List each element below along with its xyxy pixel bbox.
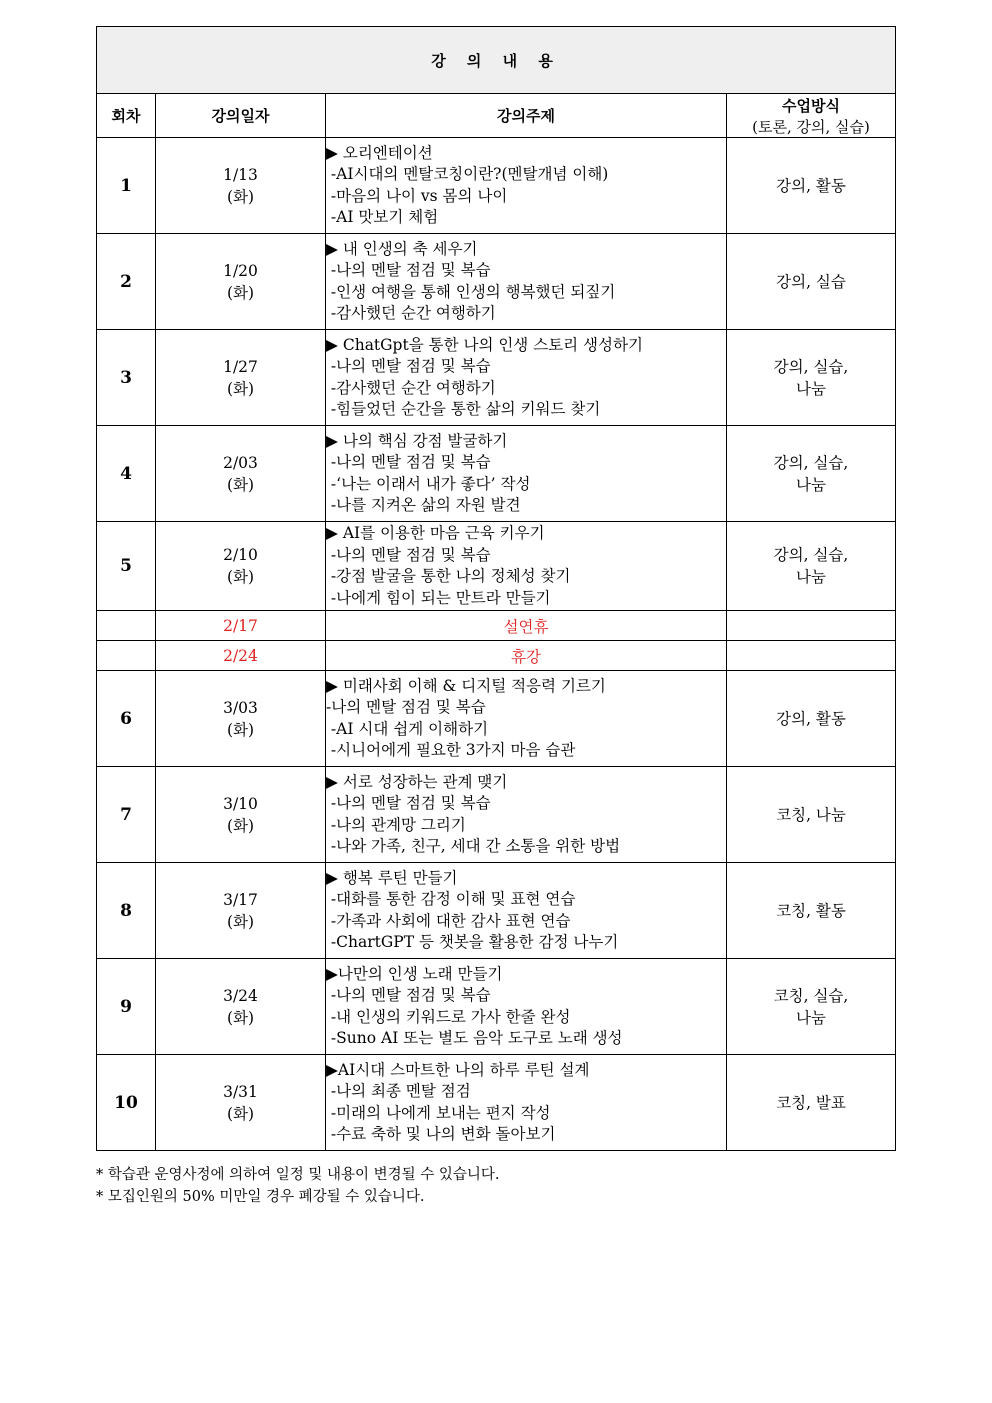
- header-method-label: 수업방식: [782, 96, 840, 115]
- table-row: [97, 767, 896, 863]
- session-number: 1: [97, 138, 156, 234]
- table-row: [97, 1055, 896, 1151]
- lecture-method: [727, 138, 896, 234]
- topic-line: -감사했던 순간 여행하기: [326, 378, 496, 397]
- date-value: 3/10: [223, 794, 258, 813]
- lecture-method: [727, 671, 896, 767]
- lecture-topic: [326, 522, 727, 611]
- topic-line: ▶ 나의 핵심 강점 발굴하기: [326, 431, 508, 450]
- topic-line: -나의 최종 멘탈 점검: [326, 1082, 471, 1100]
- lecture-date: [156, 1055, 326, 1151]
- lecture-date: [156, 426, 326, 522]
- topic-line: -가족과 사회에 대한 감사 표현 연습: [326, 911, 571, 930]
- method-line: 강의, 실습,: [773, 357, 849, 376]
- topic-line: -나의 멘탈 점검 및 복습: [326, 545, 491, 564]
- lecture-date: [156, 671, 326, 767]
- lecture-date: [156, 863, 326, 959]
- method-line: 코칭, 나눔: [776, 805, 846, 824]
- session-number: 8: [97, 863, 156, 959]
- topic-line: -마음의 나이 vs 몸의 나이: [326, 186, 508, 205]
- topic-line: ▶ 미래사회 이해 & 디지털 적응력 기르기: [326, 676, 606, 695]
- session-number: 2: [97, 234, 156, 330]
- holiday-date: 2/24: [156, 641, 326, 671]
- topic-line: -AI시대의 멘탈코칭이란?(멘탈개념 이해): [326, 165, 609, 183]
- day-value: (화): [226, 912, 255, 931]
- lecture-date: [156, 234, 326, 330]
- session-number-empty: [97, 641, 156, 671]
- topic-line: ▶나만의 인생 노래 만들기: [326, 964, 503, 983]
- topic-line: ▶ AI를 이용한 마음 근육 키우기: [326, 524, 545, 542]
- session-number: 10: [97, 1055, 156, 1151]
- topic-line: -나의 멘탈 점검 및 복습: [326, 794, 491, 812]
- holiday-label: 설연휴: [326, 611, 727, 641]
- session-number-empty: [97, 611, 156, 641]
- date-value: 3/17: [223, 890, 258, 909]
- session-number: 6: [97, 671, 156, 767]
- table-row: [97, 671, 896, 767]
- topic-line: -‘나는 이래서 내가 좋다’ 작성: [326, 474, 531, 493]
- holiday-date: 2/17: [156, 611, 326, 641]
- method-line: 나눔: [796, 1008, 826, 1027]
- table-row: [97, 426, 896, 522]
- lecture-date: [156, 138, 326, 234]
- method-line: 코칭, 발표: [776, 1093, 846, 1112]
- lecture-method: [727, 959, 896, 1055]
- lecture-method: [727, 863, 896, 959]
- lecture-topic: [326, 138, 727, 234]
- lecture-schedule-table: [96, 26, 896, 1151]
- method-line: 강의, 실습: [776, 272, 846, 291]
- method-line: 코칭, 활동: [776, 901, 846, 920]
- topic-line: -시니어에게 필요한 3가지 마음 습관: [326, 741, 576, 759]
- topic-line: -나의 관계망 그리기: [326, 815, 466, 834]
- topic-line: -강점 발굴을 통한 나의 정체성 찾기: [326, 567, 571, 585]
- session-number: 3: [97, 330, 156, 426]
- date-value: 3/31: [223, 1082, 258, 1101]
- holiday-row: [97, 611, 896, 641]
- topic-line: ▶ 행복 루틴 만들기: [326, 868, 458, 887]
- topic-line: -나의 멘탈 점검 및 복습: [326, 261, 491, 279]
- session-number: 4: [97, 426, 156, 522]
- table-row: [97, 234, 896, 330]
- holiday-label: 휴강: [326, 641, 727, 671]
- header-session: 회차: [97, 94, 156, 138]
- lecture-topic: [326, 671, 727, 767]
- topic-line: -내 인생의 키워드로 가사 한줄 완성: [326, 1007, 571, 1026]
- day-value: (화): [226, 283, 255, 302]
- table-title: 강 의 내 용: [97, 27, 896, 94]
- method-line: 나눔: [796, 568, 826, 586]
- lecture-date: [156, 522, 326, 611]
- day-value: (화): [226, 187, 255, 206]
- topic-line: -미래의 나에게 보내는 편지 작성: [326, 1103, 551, 1122]
- day-value: (화): [226, 720, 255, 739]
- session-number: 7: [97, 767, 156, 863]
- topic-line: -Suno AI 또는 별도 음악 도구로 노래 생성: [326, 1029, 623, 1047]
- method-line: 강의, 실습,: [773, 546, 849, 564]
- topic-line: -나와 가족, 친구, 세대 간 소통을 위한 방법: [326, 837, 621, 855]
- method-empty: [727, 641, 896, 671]
- header-date: 강의일자: [156, 94, 326, 138]
- topic-line: ▶AI시대 스마트한 나의 하루 루틴 설계: [326, 1060, 590, 1079]
- table-row: [97, 522, 896, 611]
- topic-line: -ChartGPT 등 챗봇을 활용한 감정 나누기: [326, 933, 619, 951]
- lecture-topic: [326, 959, 727, 1055]
- method-line: 나눔: [796, 475, 826, 494]
- topic-line: -나에게 힘이 되는 만트라 만들기: [326, 588, 551, 607]
- topic-line: -감사했던 순간 여행하기: [326, 304, 496, 322]
- day-value: (화): [226, 816, 255, 835]
- lecture-date: [156, 330, 326, 426]
- lecture-topic: [326, 426, 727, 522]
- date-value: 2/03: [223, 453, 258, 472]
- date-value: 1/20: [223, 261, 258, 280]
- method-line: 코칭, 실습,: [773, 986, 849, 1005]
- table-row: [97, 959, 896, 1055]
- method-line: 강의, 활동: [776, 709, 846, 728]
- day-value: (화): [226, 1008, 255, 1027]
- lecture-topic: [326, 1055, 727, 1151]
- date-value: 3/03: [223, 698, 258, 717]
- day-value: (화): [226, 1104, 255, 1123]
- lecture-method: [727, 1055, 896, 1151]
- holiday-row: [97, 641, 896, 671]
- day-value: (화): [226, 475, 255, 494]
- date-value: 3/24: [223, 986, 258, 1005]
- topic-line: ▶ ChatGpt을 통한 나의 인생 스토리 생성하기: [326, 335, 643, 354]
- topic-line: -나의 멘탈 점검 및 복습: [326, 453, 491, 471]
- topic-line: -AI 시대 쉽게 이해하기: [326, 719, 489, 738]
- topic-line: -나의 멘탈 점검 및 복습: [326, 357, 491, 375]
- header-topic: 강의주제: [326, 94, 727, 138]
- method-line: 나눔: [796, 379, 826, 398]
- table-row: [97, 330, 896, 426]
- day-value: (화): [226, 568, 255, 586]
- topic-line: -나의 멘탈 점검 및 복습: [326, 986, 491, 1004]
- table-row: [97, 138, 896, 234]
- topic-line: ▶ 서로 성장하는 관계 맺기: [326, 772, 508, 791]
- date-value: 2/10: [223, 546, 258, 564]
- date-value: 1/27: [223, 357, 258, 376]
- lecture-date: [156, 767, 326, 863]
- topic-line: -인생 여행을 통해 인생의 행복했던 되짚기: [326, 282, 616, 301]
- topic-line: -대화를 통한 감정 이해 및 표현 연습: [326, 890, 576, 908]
- lecture-method: [727, 234, 896, 330]
- lecture-date: [156, 959, 326, 1055]
- lecture-method: [727, 330, 896, 426]
- header-method-sub: (토론, 강의, 실습): [752, 117, 870, 136]
- topic-line: ▶ 내 인생의 축 세우기: [326, 239, 478, 258]
- topic-line: -힘들었던 순간을 통한 삶의 키워드 찾기: [326, 400, 601, 418]
- lecture-method: [727, 767, 896, 863]
- method-line: 강의, 활동: [776, 176, 846, 195]
- lecture-topic: [326, 863, 727, 959]
- note-2: * 모집인원의 50% 미만일 경우 폐강될 수 있습니다.: [96, 1189, 425, 1205]
- topic-line: -나의 멘탈 점검 및 복습: [326, 698, 486, 716]
- topic-line: -AI 맛보기 체험: [326, 208, 439, 226]
- lecture-method: [727, 426, 896, 522]
- lecture-topic: [326, 330, 727, 426]
- lecture-topic: [326, 767, 727, 863]
- header-row: [97, 94, 896, 138]
- topic-line: -나를 지켜온 삶의 자원 발견: [326, 496, 521, 514]
- lecture-method: [727, 522, 896, 611]
- session-number: 9: [97, 959, 156, 1055]
- header-method: [727, 94, 896, 138]
- topic-line: ▶ 오리엔테이션: [326, 143, 433, 162]
- lecture-topic: [326, 234, 727, 330]
- method-empty: [727, 611, 896, 641]
- note-1: * 학습관 운영사정에 의하여 일정 및 내용이 변경될 수 있습니다.: [96, 1167, 500, 1183]
- date-value: 1/13: [223, 165, 258, 184]
- table-row: [97, 863, 896, 959]
- day-value: (화): [226, 379, 255, 398]
- method-line: 강의, 실습,: [773, 453, 849, 472]
- topic-line: -수료 축하 및 나의 변화 돌아보기: [326, 1125, 556, 1143]
- session-number: 5: [97, 522, 156, 611]
